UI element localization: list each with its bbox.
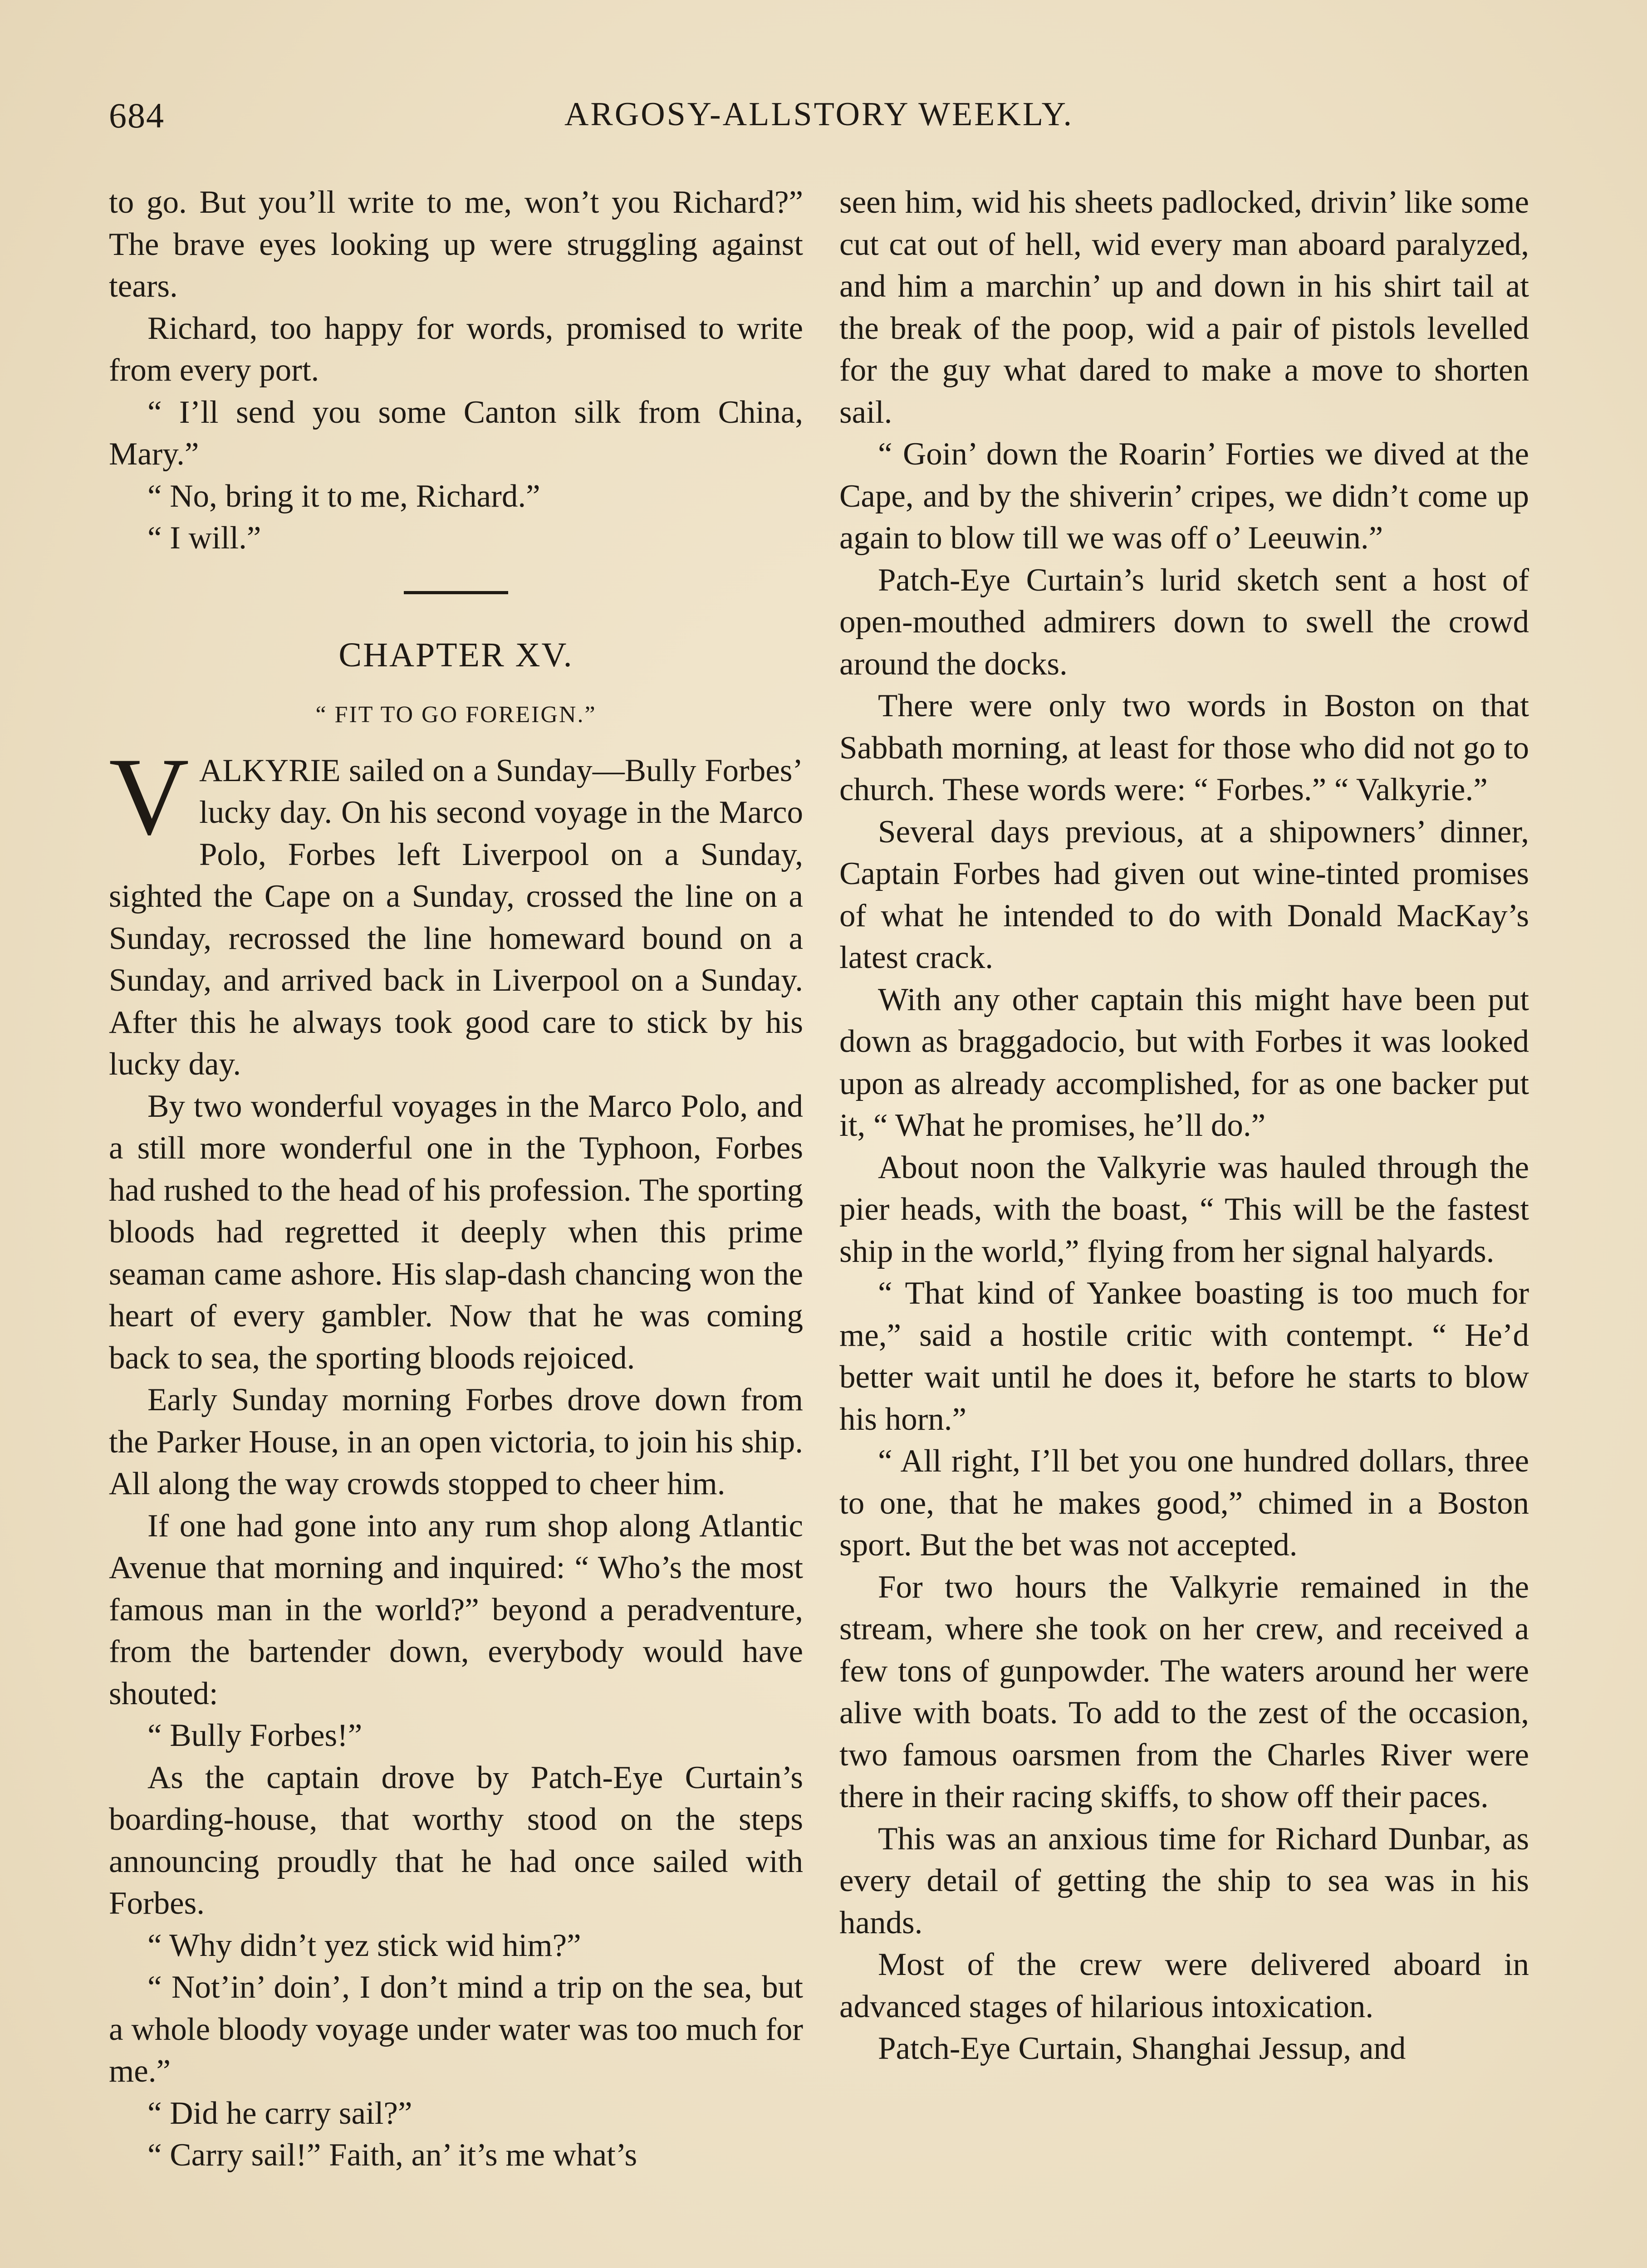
left-column	[109, 181, 803, 2176]
paragraph: By two wonderful voyages in the Marco Polo, and a still more wonderful one in the Typhoon, Forbes had rushed to the head of his profession. The sporting bloods had regretted it deeply when this prime seaman came ashore. His slap-dash chancing won the heart of every gambler. Now that he was coming back to sea, the sporting bloods rejoiced.	[109, 1088, 803, 1376]
page-number: 684	[109, 96, 165, 135]
drop-cap: V	[109, 734, 189, 858]
paragraph: “ I’ll send you some Canton silk from China, Mary.”	[109, 394, 803, 472]
page-header	[109, 95, 1529, 145]
paragraph: Patch-Eye Curtain’s lurid sketch sent a host of open-mouthed admirers down to swell the crowd around the docks.	[839, 562, 1529, 682]
paragraph: Early Sunday morning Forbes drove down from the Parker House, in an open victoria, to join his ship. All along the way crowds stopped to cheer him.	[109, 1382, 803, 1501]
paragraph: “ I will.”	[147, 520, 261, 556]
running-head: ARGOSY-ALLSTORY WEEKLY.	[564, 96, 1074, 133]
chapter-subtitle: “ FIT TO GO FOREIGN.”	[315, 702, 597, 728]
paragraph: “ That kind of Yankee boasting is too much for me,” said a hostile critic with contempt. “ He’d better wait until he does it, before he starts to blow his horn.”	[839, 1276, 1529, 1437]
paragraph: “ Goin’ down the Roarin’ Forties we dived at the Cape, and by the shiverin’ cripes, we didn’t come up again to blow till we was off o’ Leeuwin.”	[839, 436, 1529, 556]
paragraph: to go. But you’ll write to me, won’t you Richard?” The brave eyes looking up were struggling against tears.	[109, 185, 803, 304]
paragraph: For two hours the Valkyrie remained in the stream, where she took on her crew, and received a few tons of gunpowder. The waters around her were alive with boats. To add to the zest of the occasion, two famous oarsmen from the Charles River were there in their racing skiffs, to show off their paces.	[839, 1569, 1529, 1814]
paragraph: “ Did he carry sail?”	[147, 2095, 412, 2131]
paragraph: “ Carry sail!” Faith, an’ it’s me what’s	[147, 2137, 637, 2173]
paragraph: “ Bully Forbes!”	[147, 1718, 363, 1753]
paragraph: Patch-Eye Curtain, Shanghai Jessup, and	[878, 2031, 1406, 2066]
paragraph: With any other captain this might have been put down as braggadocio, but with Forbes it was looked upon as already accomplished, for as one backer put it, “ What he promises, he’ll do.”	[839, 982, 1529, 1143]
paragraph: “ All right, I’ll bet you one hundred dollars, three to one, that he makes good,” chimed in a Boston sport. But the bet was not accepted.	[839, 1443, 1529, 1563]
paragraph: “ No, bring it to me, Richard.”	[147, 478, 540, 514]
paragraph: “ Not’in’ doin’, I don’t mind a trip on the sea, but a whole bloody voyage under water was too much for me.”	[109, 1970, 803, 2089]
paragraph: If one had gone into any rum shop along Atlantic Avenue that morning and inquired: “ Who’s the most famous man in the world?” beyond a peradventure, from the bartender down, everybody would have shouted:	[109, 1508, 803, 1711]
paragraph: “ Why didn’t yez stick wid him?”	[147, 1927, 581, 1963]
paragraph-text: ALKYRIE sailed on a Sunday—Bully Forbes’ lucky day. On his second voyage in the Marco Polo, Forbes left Liverpool on a Sunday, sighted the Cape on a Sunday, crossed the line on a Sunday, recrossed the line homeward bound on a Sunday, and arrived back in Liverpool on a Sunday. After this he always took good care to stick by his lucky day.	[109, 753, 803, 1082]
paragraph: seen him, wid his sheets padlocked, drivin’ like some cut cat out of hell, wid every man aboard paralyzed, and him a marchin’ up and down in his shirt tail at the break of the poop, wid a pair of pistols levelled for the guy what dared to make a move to shorten sail.	[839, 185, 1529, 430]
paragraph: As the captain drove by Patch-Eye Curtain’s boarding-house, that worthy stood on the steps announcing proudly that he had once sailed with Forbes.	[109, 1760, 803, 1921]
paragraph: Richard, too happy for words, promised to write from every port.	[109, 310, 803, 388]
section-divider	[404, 591, 508, 594]
paragraph: This was an anxious time for Richard Dunbar, as every detail of getting the ship to sea was in his hands.	[839, 1821, 1529, 1941]
paragraph: Most of the crew were delivered aboard in advanced stages of hilarious intoxication.	[839, 1947, 1529, 2024]
right-column	[839, 181, 1529, 2070]
paragraph: Several days previous, at a shipowners’ dinner, Captain Forbes had given out wine-tinted promises of what he intended to do with Donald MacKay’s latest crack.	[839, 814, 1529, 975]
chapter-title: CHAPTER XV.	[338, 635, 574, 674]
chapter-opening-paragraph	[109, 734, 803, 1085]
paragraph: There were only two words in Boston on that Sabbath morning, at least for those who did not go to church. These words were: “ Forbes.” “ Valkyrie.”	[839, 688, 1529, 807]
paragraph: About noon the Valkyrie was hauled through the pier heads, with the boast, “ This will be the fastest ship in the world,” flying from her signal halyards.	[839, 1149, 1529, 1269]
